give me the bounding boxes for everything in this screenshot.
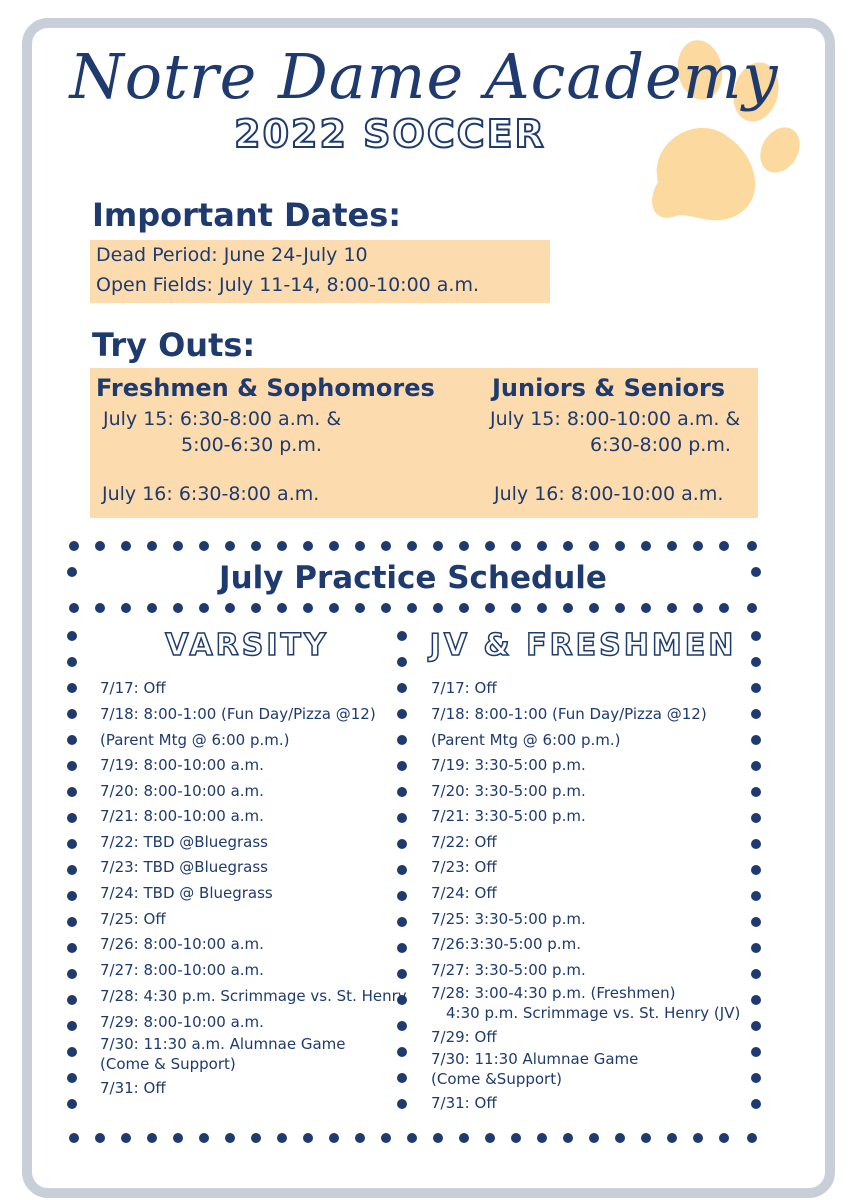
tryouts-right-line: July 15: 8:00-10:00 a.m. & (490, 408, 741, 430)
varsity-item: 7/18: 8:00-1:00 (Fun Day/Pizza @12) (100, 705, 376, 723)
tryouts-left-line: July 15: 6:30-8:00 a.m. & (103, 408, 342, 430)
varsity-item: 7/23: TBD @Bluegrass (100, 858, 268, 876)
varsity-item: 7/20: 8:00-10:00 a.m. (100, 782, 264, 800)
varsity-item: 7/27: 8:00-10:00 a.m. (100, 961, 264, 979)
jv-item: 7/22: Off (431, 833, 497, 851)
varsity-item: 7/30: 11:30 a.m. Alumnae Game (100, 1035, 346, 1053)
jv-item: 7/28: 3:00-4:30 p.m. (Freshmen) (431, 984, 676, 1002)
page-subtitle: 2022 SOCCER (234, 112, 546, 156)
important-date-line: Dead Period: June 24-July 10 (96, 244, 368, 266)
varsity-item: 7/17: Off (100, 679, 166, 697)
jv-item: 7/29: Off (431, 1028, 497, 1046)
jv-item: 7/30: 11:30 Alumnae Game (431, 1050, 639, 1068)
tryouts-right-line: July 16: 8:00-10:00 a.m. (494, 483, 724, 505)
page-title: Notre Dame Academy (69, 40, 779, 113)
varsity-item: (Parent Mtg @ 6:00 p.m.) (100, 731, 290, 749)
jv-item: 7/23: Off (431, 858, 497, 876)
varsity-heading: VARSITY (165, 628, 329, 663)
jv-item: 7/25: 3:30-5:00 p.m. (431, 910, 586, 928)
jv-item: 7/24: Off (431, 884, 497, 902)
varsity-item: 7/26: 8:00-10:00 a.m. (100, 935, 264, 953)
jv-item: 4:30 p.m. Scrimmage vs. St. Henry (JV) (446, 1004, 741, 1022)
varsity-item: 7/22: TBD @Bluegrass (100, 833, 268, 851)
varsity-item: 7/21: 8:00-10:00 a.m. (100, 807, 264, 825)
tryouts-right-title: Juniors & Seniors (492, 374, 726, 402)
jv-item: 7/17: Off (431, 679, 497, 697)
jv-item: (Parent Mtg @ 6:00 p.m.) (431, 731, 621, 749)
varsity-item: 7/24: TBD @ Bluegrass (100, 884, 273, 902)
schedule-title: July Practice Schedule (219, 560, 607, 596)
jv-item: 7/20: 3:30-5:00 p.m. (431, 782, 586, 800)
tryouts-left-line: 5:00-6:30 p.m. (181, 434, 322, 456)
varsity-item: 7/31: Off (100, 1079, 166, 1097)
tryouts-heading: Try Outs: (92, 326, 256, 364)
varsity-item: 7/19: 8:00-10:00 a.m. (100, 756, 264, 774)
important-date-line: Open Fields: July 11-14, 8:00-10:00 a.m. (96, 274, 480, 296)
important-dates-heading: Important Dates: (92, 196, 402, 234)
tryouts-left-line: July 16: 6:30-8:00 a.m. (102, 483, 320, 505)
tryouts-left-title: Freshmen & Sophomores (96, 374, 435, 402)
jv-item: 7/26:3:30-5:00 p.m. (431, 935, 581, 953)
varsity-item: (Come & Support) (100, 1055, 236, 1073)
jv-item: 7/19: 3:30-5:00 p.m. (431, 756, 586, 774)
jv-item: 7/31: Off (431, 1094, 497, 1112)
jv-item: 7/18: 8:00-1:00 (Fun Day/Pizza @12) (431, 705, 707, 723)
varsity-item: 7/25: Off (100, 910, 166, 928)
varsity-item: 7/29: 8:00-10:00 a.m. (100, 1013, 264, 1031)
jv-item: 7/21: 3:30-5:00 p.m. (431, 807, 586, 825)
jv-item: (Come &Support) (431, 1070, 562, 1088)
tryouts-right-line: 6:30-8:00 p.m. (590, 434, 731, 456)
varsity-item: 7/28: 4:30 p.m. Scrimmage vs. St. Henry (100, 987, 407, 1005)
jv-item: 7/27: 3:30-5:00 p.m. (431, 961, 586, 979)
jv-heading: JV & FRESHMEN (429, 628, 737, 663)
